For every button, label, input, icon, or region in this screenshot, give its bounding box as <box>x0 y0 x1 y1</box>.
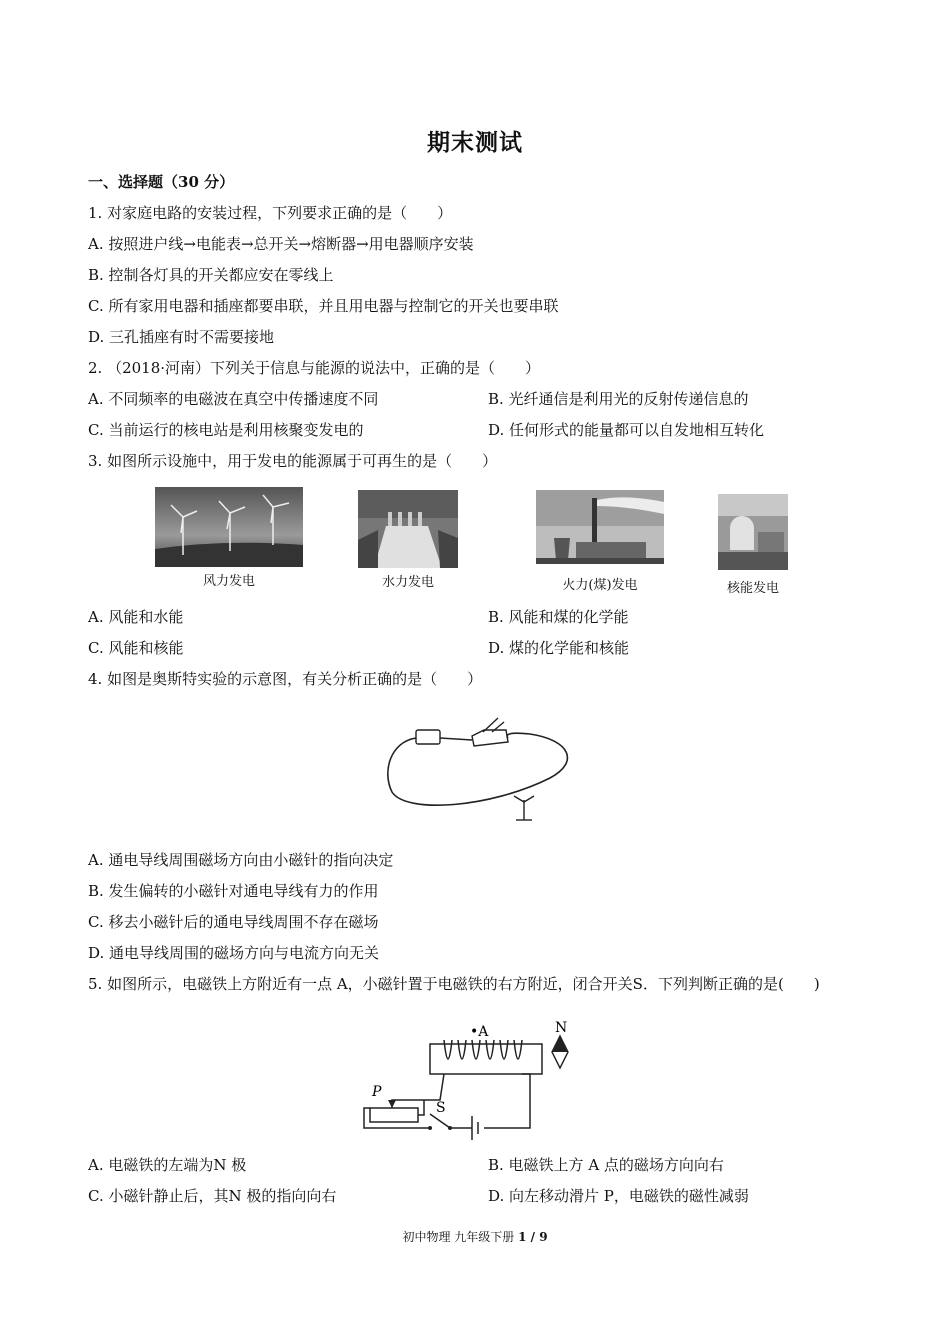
question-3-stem: 3. 如图所示设施中，用于发电的能源属于可再生的是（ ） <box>88 452 498 470</box>
question-4-option-d: D. 通电导线周围的磁场方向与电流方向无关 <box>88 944 380 962</box>
slider-p-label: P <box>372 1084 382 1100</box>
point-a-label: •A <box>470 1024 489 1040</box>
footer-page-number: 1 / 9 <box>518 1230 548 1244</box>
wind-power-photo <box>155 487 303 567</box>
question-1-option-a: A. 按照进户线→电能表→总开关→熔断器→用电器顺序安装 <box>88 235 474 253</box>
thermal-power-photo <box>536 490 664 564</box>
thermal-power-caption: 火力(煤)发电 <box>562 578 638 593</box>
question-5-option-a: A. 电磁铁的左端为N 极 <box>88 1156 247 1174</box>
question-2-stem: 2. （2018·河南）下列关于信息与能源的说法中，正确的是（ ） <box>88 359 541 377</box>
question-5-option-b: B. 电磁铁上方 A 点的磁场方向向右 <box>488 1156 724 1174</box>
oersted-experiment-figure <box>380 712 580 828</box>
question-4-option-c: C. 移去小磁针后的通电导线周围不存在磁场 <box>88 913 379 931</box>
page-footer <box>0 1228 950 1245</box>
nuclear-power-caption: 核能发电 <box>726 581 779 596</box>
switch-s-label: S <box>436 1100 446 1116</box>
question-5-option-d: D. 向左移动滑片 P，电磁铁的磁性减弱 <box>488 1187 749 1205</box>
question-2-option-d: D. 任何形式的能量都可以自发地相互转化 <box>488 421 765 439</box>
wind-power-caption: 风力发电 <box>202 574 255 589</box>
question-1-option-c: C. 所有家用电器和插座都要串联，并且用电器与控制它的开关也要串联 <box>88 297 559 315</box>
electromagnet-circuit-figure <box>360 1016 590 1140</box>
question-5-option-c: C. 小磁针静止后，其N 极的指向向右 <box>88 1187 337 1205</box>
question-4-option-b: B. 发生偏转的小磁针对通电导线有力的作用 <box>88 882 379 900</box>
question-4-stem: 4. 如图是奥斯特实验的示意图，有关分析正确的是（ ） <box>88 670 483 688</box>
question-3-option-b: B. 风能和煤的化学能 <box>488 608 629 626</box>
question-3-option-a: A. 风能和水能 <box>88 608 184 626</box>
question-1-option-d: D. 三孔插座有时不需要接地 <box>88 328 275 346</box>
question-3-option-d: D. 煤的化学能和核能 <box>488 639 630 657</box>
section-heading: 一、选择题（30 分） <box>88 173 235 191</box>
question-2-option-b: B. 光纤通信是利用光的反射传递信息的 <box>488 390 749 408</box>
question-2-option-c: C. 当前运行的核电站是利用核聚变发电的 <box>88 421 364 439</box>
question-1-option-b: B. 控制各灯具的开关都应安在零线上 <box>88 266 334 284</box>
question-2-option-a: A. 不同频率的电磁波在真空中传播速度不同 <box>88 390 379 408</box>
question-3-option-c: C. 风能和核能 <box>88 639 184 657</box>
nuclear-power-photo <box>718 494 788 570</box>
question-1-stem: 1. 对家庭电路的安装过程，下列要求正确的是（ ） <box>88 204 453 222</box>
north-pole-label: N <box>555 1020 568 1036</box>
question-4-option-a: A. 通电导线周围磁场方向由小磁针的指向决定 <box>88 851 394 869</box>
hydro-power-photo <box>358 490 458 568</box>
footer-course: 初中物理 九年级下册 <box>402 1230 515 1244</box>
page-title: 期末测试 <box>427 129 523 156</box>
hydro-power-caption: 水力发电 <box>381 575 434 590</box>
question-5-stem: 5. 如图所示，电磁铁上方附近有一点 A，小磁针置于电磁铁的右方附近，闭合开关S．下列判断正确的是( ) <box>88 975 820 993</box>
